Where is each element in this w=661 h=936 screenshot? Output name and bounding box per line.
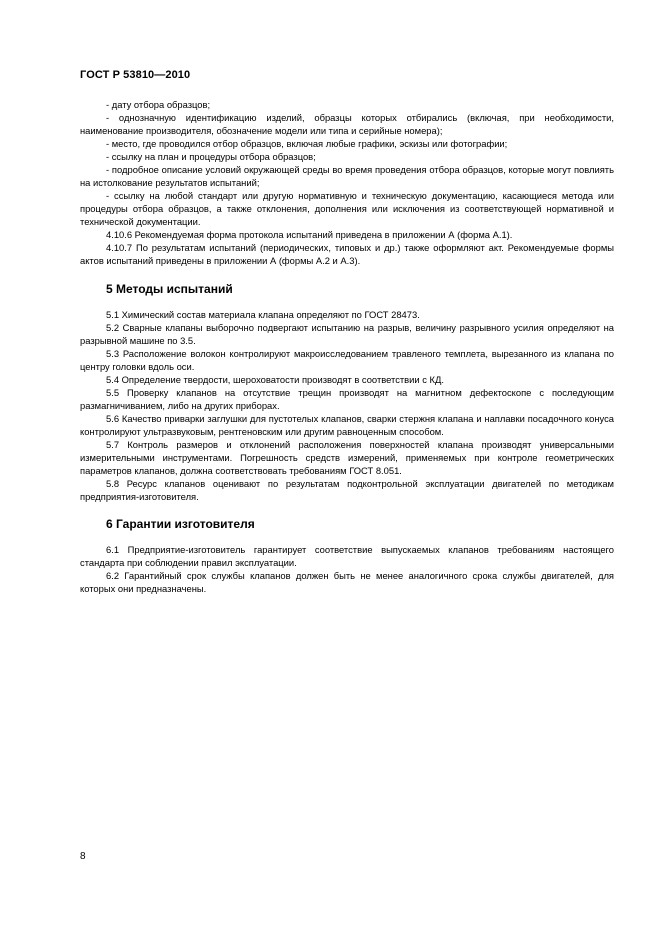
- section-6-heading: 6 Гарантии изготовителя: [106, 517, 255, 531]
- list-item: - подробное описание условий окружающей среды во время проведения отбора образцов, которые могут повлиять на истолкование результатов испытаний;: [80, 164, 614, 188]
- document-code: ГОСТ Р 53810—2010: [80, 69, 191, 81]
- clause-4-10-7: 4.10.7 По результатам испытаний (периодических, типовых и др.) также оформляют акт. Рекомендуемые формы актов испытаний приведены в приложении А (формы А.2 и А.3).: [80, 242, 614, 266]
- clause-5-8: 5.8 Ресурс клапанов оценивают по результатам подконтрольной эксплуатации двигателей по методикам предприятия-изготовителя.: [80, 478, 614, 502]
- page-number: 8: [80, 851, 86, 862]
- clause-5-1: 5.1 Химический состав материала клапана определяют по ГОСТ 28473.: [106, 309, 420, 320]
- section-5-heading: 5 Методы испытаний: [106, 282, 233, 296]
- document-body: [80, 98, 614, 595]
- clause-5-2: 5.2 Сварные клапаны выборочно подвергают испытанию на разрыв, величину разрывного усилия определяют на разрывной машине по 3.5.: [80, 322, 614, 346]
- clause-5-4: 5.4 Определение твердости, шероховатости производят в соответствии с КД.: [106, 374, 444, 385]
- clause-6-2: 6.2 Гарантийный срок службы клапанов должен быть не менее аналогичного срока службы двигателей, для которых они предназначены.: [80, 570, 614, 594]
- list-item: - ссылку на любой стандарт или другую нормативную и техническую документацию, касающиеся метода или процедуры отбора образцов, а также отклонения, дополнения или исключения из соответствующей нормативной и технической документации.: [80, 190, 614, 227]
- clause-5-6: 5.6 Качество приварки заглушки для пустотелых клапанов, сварки стержня клапана и наплавки посадочного конуса контролируют ультразвуковым, рентгеновским или другим равноценным способом.: [80, 413, 614, 437]
- clause-6-1: 6.1 Предприятие-изготовитель гарантирует соответствие выпускаемых клапанов требованиям настоящего стандарта при соблюдении правил эксплуатации.: [80, 544, 614, 568]
- list-item: - ссылку на план и процедуры отбора образцов;: [106, 151, 316, 162]
- list-item: - однозначную идентификацию изделий, образцы которых отбирались (включая, при необходимости, наименование производителя, обозначение модели или типа и серийные номера);: [80, 112, 614, 136]
- clause-5-7: 5.7 Контроль размеров и отклонений расположения поверхностей клапана производят универсальными измерительными инструментами. Погрешность средств измерений, применяемых при контроле геометрических параметров клапанов, должна соответствовать требованиям ГОСТ 8.051.: [80, 439, 614, 476]
- clause-5-3: 5.3 Расположение волокон контролируют макроисследованием травленого темплета, вырезанного из клапана по центру головки вдоль оси.: [80, 348, 614, 372]
- clause-5-5: 5.5 Проверку клапанов на отсутствие трещин производят на магнитном дефектоскопе с последующим размагничиванием, либо на других приборах.: [80, 387, 614, 411]
- list-item: - место, где проводился отбор образцов, включая любые графики, эскизы или фотографии;: [106, 138, 508, 149]
- list-item: - дату отбора образцов;: [106, 99, 211, 110]
- clause-4-10-6: 4.10.6 Рекомендуемая форма протокола испытаний приведена в приложении А (форма А.1).: [106, 229, 513, 240]
